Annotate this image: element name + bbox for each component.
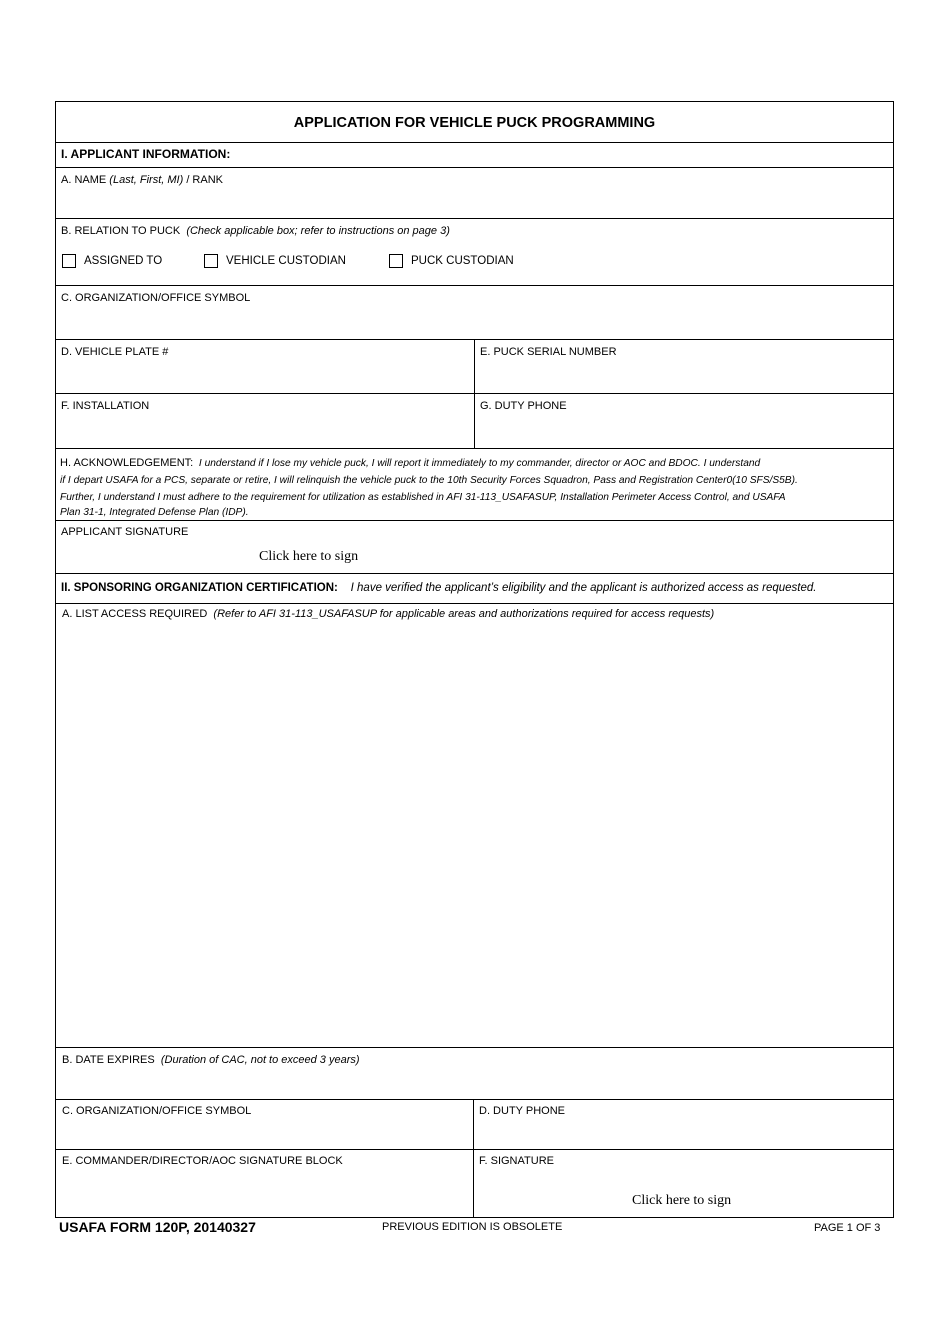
relation-row — [56, 219, 893, 286]
access-required-field[interactable] — [56, 604, 893, 1048]
vehicle-custodian-checkbox[interactable] — [204, 254, 218, 268]
puck-custodian-option[interactable] — [389, 253, 514, 269]
vehicle-plate-field[interactable] — [56, 340, 475, 393]
installation-field[interactable] — [56, 394, 475, 448]
applicant-signature-row — [56, 521, 893, 574]
sponsor-org-phone-row — [56, 1100, 893, 1150]
duty-phone-field[interactable] — [475, 394, 893, 448]
sponsor-signature-label: F. SIGNATURE — [479, 1155, 554, 1167]
access-required-label: A. LIST ACCESS REQUIRED (Refer to AFI 31-113_USAFASUP for applicable areas and authorizations required for access requests) — [62, 608, 715, 620]
vehicle-custodian-label: VEHICLE CUSTODIAN — [226, 255, 346, 267]
acknowledgement-text: H. ACKNOWLEDGEMENT: I understand if I lose my vehicle puck, I will report it immediately to my commander, director or AOC and BDOC. I understand if I depart USAFA for a PCS, separate or retire, I will relinquish the vehicle puck to the 10th Security Forces Squadron, Pass and Registration Center0(10 SFS/S5B). Further, I understand I must adhere to the requirement for utilization as established in AFI 31-113_USAFASUP, Installation Perimeter Access Control, and USAFA Plan 31-1, Integrated Defense Plan (IDP). — [60, 457, 798, 518]
organization-field[interactable] — [56, 286, 893, 340]
name-field[interactable] — [56, 168, 893, 219]
name-label: A. NAME (Last, First, MI) / RANK — [61, 174, 223, 186]
sponsor-duty-phone-field[interactable] — [474, 1100, 893, 1149]
commander-signature-row — [56, 1150, 893, 1217]
sponsor-sign-button[interactable]: Click here to sign — [632, 1193, 732, 1208]
puck-serial-field[interactable] — [475, 340, 893, 393]
sponsor-duty-phone-label: D. DUTY PHONE — [479, 1105, 565, 1117]
puck-custodian-checkbox[interactable] — [389, 254, 403, 268]
page-number: PAGE 1 OF 3 — [814, 1222, 881, 1234]
puck-custodian-label: PUCK CUSTODIAN — [411, 255, 514, 267]
relation-label: B. RELATION TO PUCK (Check applicable box; refer to instructions on page 3) — [61, 225, 450, 237]
sponsor-organization-field[interactable] — [56, 1100, 474, 1149]
vehicle-plate-label: D. VEHICLE PLATE # — [61, 346, 169, 358]
section1-heading-row — [56, 143, 893, 168]
acknowledgement-row — [56, 449, 893, 521]
applicant-signature-label: APPLICANT SIGNATURE — [61, 526, 189, 538]
commander-signature-block-field[interactable] — [56, 1150, 474, 1217]
date-expires-field[interactable] — [56, 1048, 893, 1100]
commander-signature-block-label: E. COMMANDER/DIRECTOR/AOC SIGNATURE BLOCK — [62, 1155, 343, 1167]
assigned-to-checkbox[interactable] — [62, 254, 76, 268]
plate-serial-row — [56, 340, 893, 394]
section2-heading-row — [56, 574, 893, 604]
assigned-to-option[interactable] — [62, 253, 162, 269]
vehicle-custodian-option[interactable] — [204, 253, 346, 269]
title-row — [56, 102, 893, 143]
section1-heading: I. APPLICANT INFORMATION: — [61, 147, 231, 161]
date-expires-label: B. DATE EXPIRES (Duration of CAC, not to exceed 3 years) — [62, 1054, 360, 1066]
organization-label: C. ORGANIZATION/OFFICE SYMBOL — [61, 292, 251, 304]
form-id: USAFA FORM 120P, 20140327 — [59, 1219, 256, 1235]
section2-heading: II. SPONSORING ORGANIZATION CERTIFICATION: I have verified the applicant’s eligibility and the applicant is authorized access as requested. — [61, 582, 817, 594]
installation-label: F. INSTALLATION — [61, 400, 150, 412]
applicant-sign-button[interactable]: Click here to sign — [259, 549, 359, 564]
form-container — [55, 101, 894, 1218]
duty-phone-label: G. DUTY PHONE — [480, 400, 567, 412]
installation-phone-row — [56, 394, 893, 449]
assigned-to-label: ASSIGNED TO — [84, 255, 163, 267]
sponsor-organization-label: C. ORGANIZATION/OFFICE SYMBOL — [62, 1105, 252, 1117]
edition-note: PREVIOUS EDITION IS OBSOLETE — [382, 1221, 563, 1233]
page-title: APPLICATION FOR VEHICLE PUCK PROGRAMMING — [293, 115, 656, 131]
sponsor-signature-field — [474, 1150, 893, 1217]
puck-serial-label: E. PUCK SERIAL NUMBER — [480, 346, 617, 358]
